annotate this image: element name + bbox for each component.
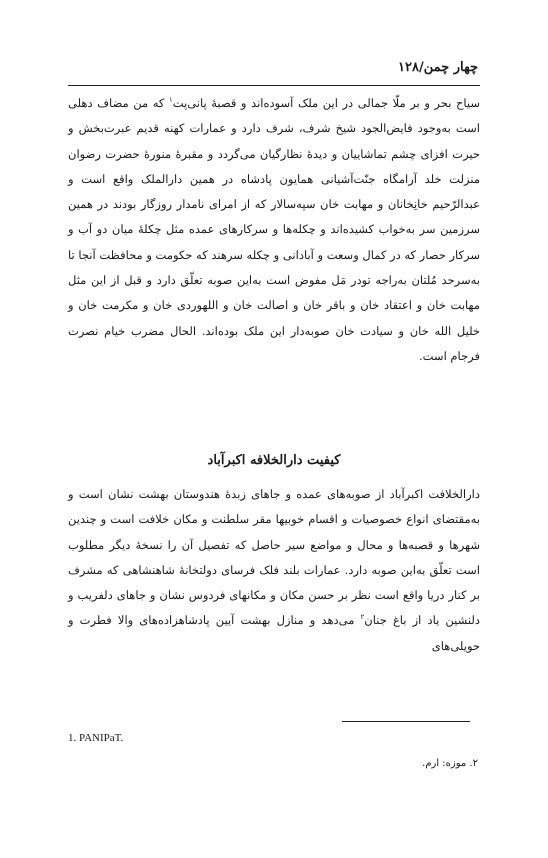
paragraph-2: [68, 482, 480, 659]
footnote-ref-2: ۲: [360, 613, 365, 622]
footnote-1: 1. PANIPaT.: [68, 732, 124, 744]
paragraph-2-text-start: دارالخلافت اکبرآباد از صوبه‌های عمده و جاهای زبدهٔ هندوستان بهشت نشان است و به‌مقتضای انواع خصوصیات و اقسام خوبیها مقر سلطنت و مکان خلافت است و چندین شهرها و قصبه‌ها و محال و مواضع سیر حاصل که تفصیل آن را نسخهٔ دیگر مطلوب است تعلّق به‌این صوبه دارد. عمارات بلند فلک فرسای دولتخانهٔ شاهنشاهی که مشرف بر کنار دریا واقع است نظر بر حسن مکان و مکانهای فردوس نشان و جاهای دلفریب و دلنشین یاد از باغ جنان: [68, 487, 481, 628]
header-divider: [68, 85, 480, 86]
footnote-divider: [342, 721, 470, 722]
paragraph-2-text-end: می‌دهد و منازل بهشت آیین پادشاهزاده‌های والا فطرت و حویلی‌های: [68, 613, 480, 653]
section-heading: کیفیت دارالخلافه اکبرآباد: [207, 453, 341, 468]
page-header-title: چهار چمن/۱۲۸: [398, 60, 478, 75]
footnote-ref-1: ۱: [168, 96, 173, 105]
footnote-2: ۲. موزه: ارم.: [422, 758, 478, 769]
paragraph-1-text-end: که من مضاف دهلی است به‌وجود فایض‌الجود شیخ شرف، شرف دارد و عمارات کهنه قدیم عبرت‌بخش و حیرت افزای چشم تماشاییان و دیدهٔ نظارگیان می‌گردد و مقبرهٔ منورهٔ حضرت رضوان منزلت خلد آرامگاه جنّت‌آشیانی همایون پادشاه در همین دارالملک واقع است و عبدالرّحیم خانِخانان و مهابت خان سپه‌سالار که از امرای نامدار روزگار بودند در همین سرزمین سر به‌خواب کشیده‌اند و چکله‌ها و سرکارهای عمده مثل چکلهٔ میان دو آب و سرکار حصار که در کمال وسعت و آبادانی و چکله سرهند که حکومت و محافظت آنجا تا به‌سرحد مُلتان به‌راجه تودر مَل مفوض است به‌این صوبه تعلّق دارد و قبل از این مثل مهابت خان و اعتقاد خان و باقر خان و اصالت خان و اللهوردی خان و مکرمت خان و خلیل الله خان و سیادت خان صوبه‌دار این ملک بوده‌اند. الحال مضرب خیام نصرت فرجام است.: [68, 96, 480, 363]
paragraph-1: [68, 91, 480, 369]
paragraph-1-text-start: سیاح بحر و بر ملّا جمالی در این ملک آسوده‌اند و قصبهٔ پانی‌پت: [172, 96, 480, 110]
